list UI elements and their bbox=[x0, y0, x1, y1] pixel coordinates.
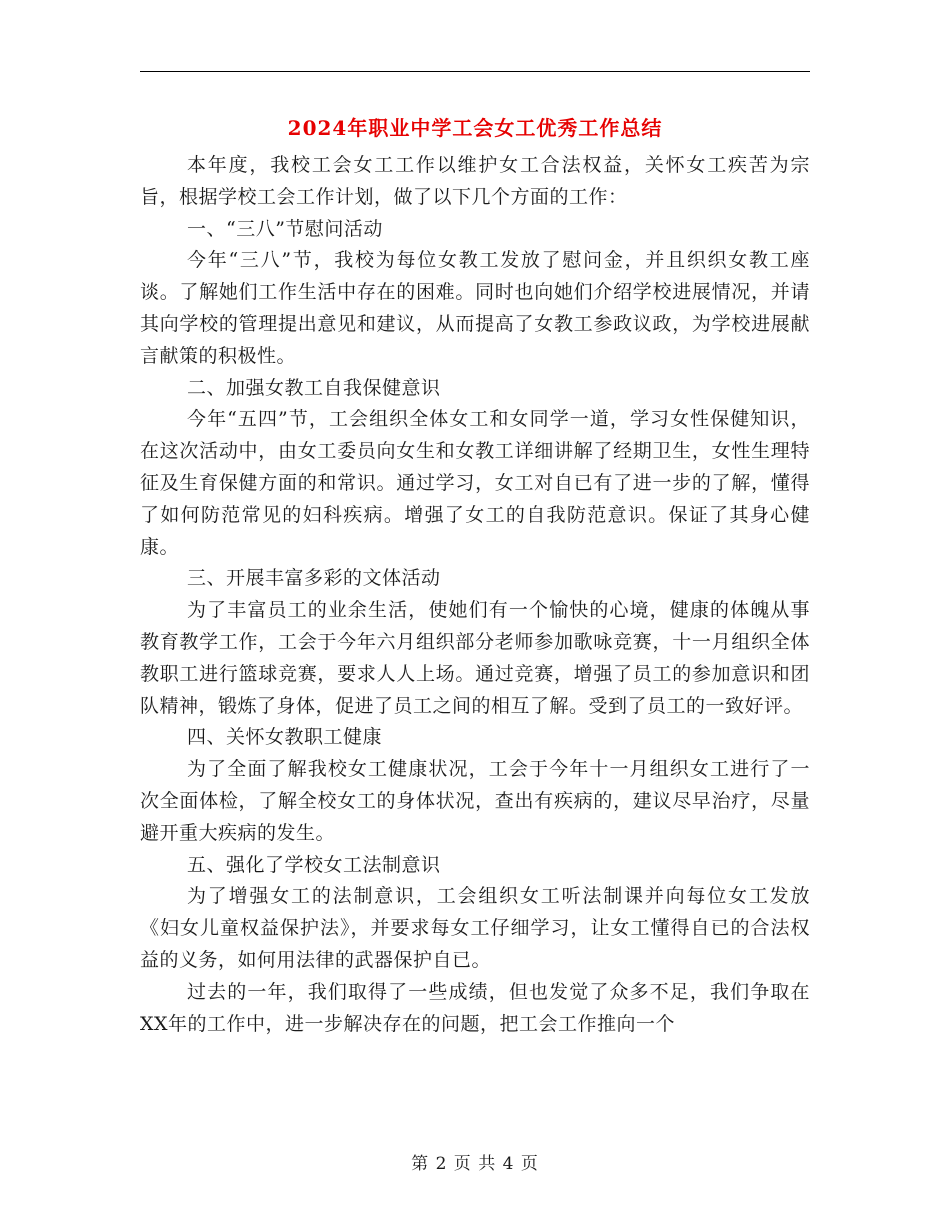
section-heading-4: 四、关怀女教职工健康 bbox=[187, 726, 383, 749]
section-paragraph-2: 今年“五四”节，工会组织全体女工和女同学一道，学习女性保健知识，在这次活动中，由女工委员向女生和女教工详细讲解了经期卫生，女性生理特征及生育保健方面的和常识。通过学习，女工对自已有了进一步的了解，懂得了如何防范常见的妇科疾病。增强了女工的自我防范意识。保证了其身心健康。 bbox=[140, 408, 810, 558]
section-paragraph-4: 为了全面了解我校女工健康状况，工会于今年十一月组织女工进行了一次全面体检，了解全校女工的身体状况，查出有疾病的，建议尽早治疗，尽量避开重大疾病的发生。 bbox=[140, 758, 810, 844]
section-heading-1: 一、“三八”节慰问活动 bbox=[187, 217, 383, 240]
document-body bbox=[140, 150, 810, 1040]
section-paragraph-5: 为了增强女工的法制意识，工会组织女工听法制课并向每位女工发放《妇女儿童权益保护法》，并要求每女工仔细学习，让女工懂得自已的合法权益的义务，如何用法律的武器保护自已。 bbox=[140, 885, 810, 971]
header-rule bbox=[140, 71, 810, 72]
section-heading-2: 二、加强女教工自我保健意识 bbox=[187, 376, 441, 399]
section-heading-3: 三、开展丰富多彩的文体活动 bbox=[187, 567, 441, 590]
section-paragraph-3: 为了丰富员工的业余生活，使她们有一个愉快的心境，健康的体魄从事教育教学工作，工会于今年六月组织部分老师参加歌咏竞赛，十一月组织全体教职工进行篮球竞赛，要求人人上场。通过竞赛，增强了员工的参加意识和团队精神，锻炼了身体，促进了员工之间的相互了解。受到了员工的一致好评。 bbox=[140, 599, 810, 717]
closing-paragraph: 过去的一年，我们取得了一些成绩，但也发觉了众多不足，我们争取在XX年的工作中，进一步解决存在的问题，把工会工作推向一个 bbox=[140, 980, 810, 1035]
document-title: 2024年职业中学工会女工优秀工作总结 bbox=[287, 116, 663, 140]
section-paragraph-1: 今年“三八”节，我校为每位女教工发放了慰问金，并且织织女教工座谈。了解她们工作生活中存在的困难。同时也向她们介绍学校进展情况，并请其向学校的管理提出意见和建议，从而提高了女教工参政议政，为学校进展献言献策的积极性。 bbox=[140, 249, 810, 367]
page-number: 第 2 页 共 4 页 bbox=[411, 1154, 539, 1174]
intro-paragraph: 本年度，我校工会女工工作以维护女工合法权益，关怀女工疾苦为宗旨，根据学校工会工作计划，做了以下几个方面的工作： bbox=[140, 154, 810, 208]
section-heading-5: 五、强化了学校女工法制意识 bbox=[187, 853, 441, 876]
